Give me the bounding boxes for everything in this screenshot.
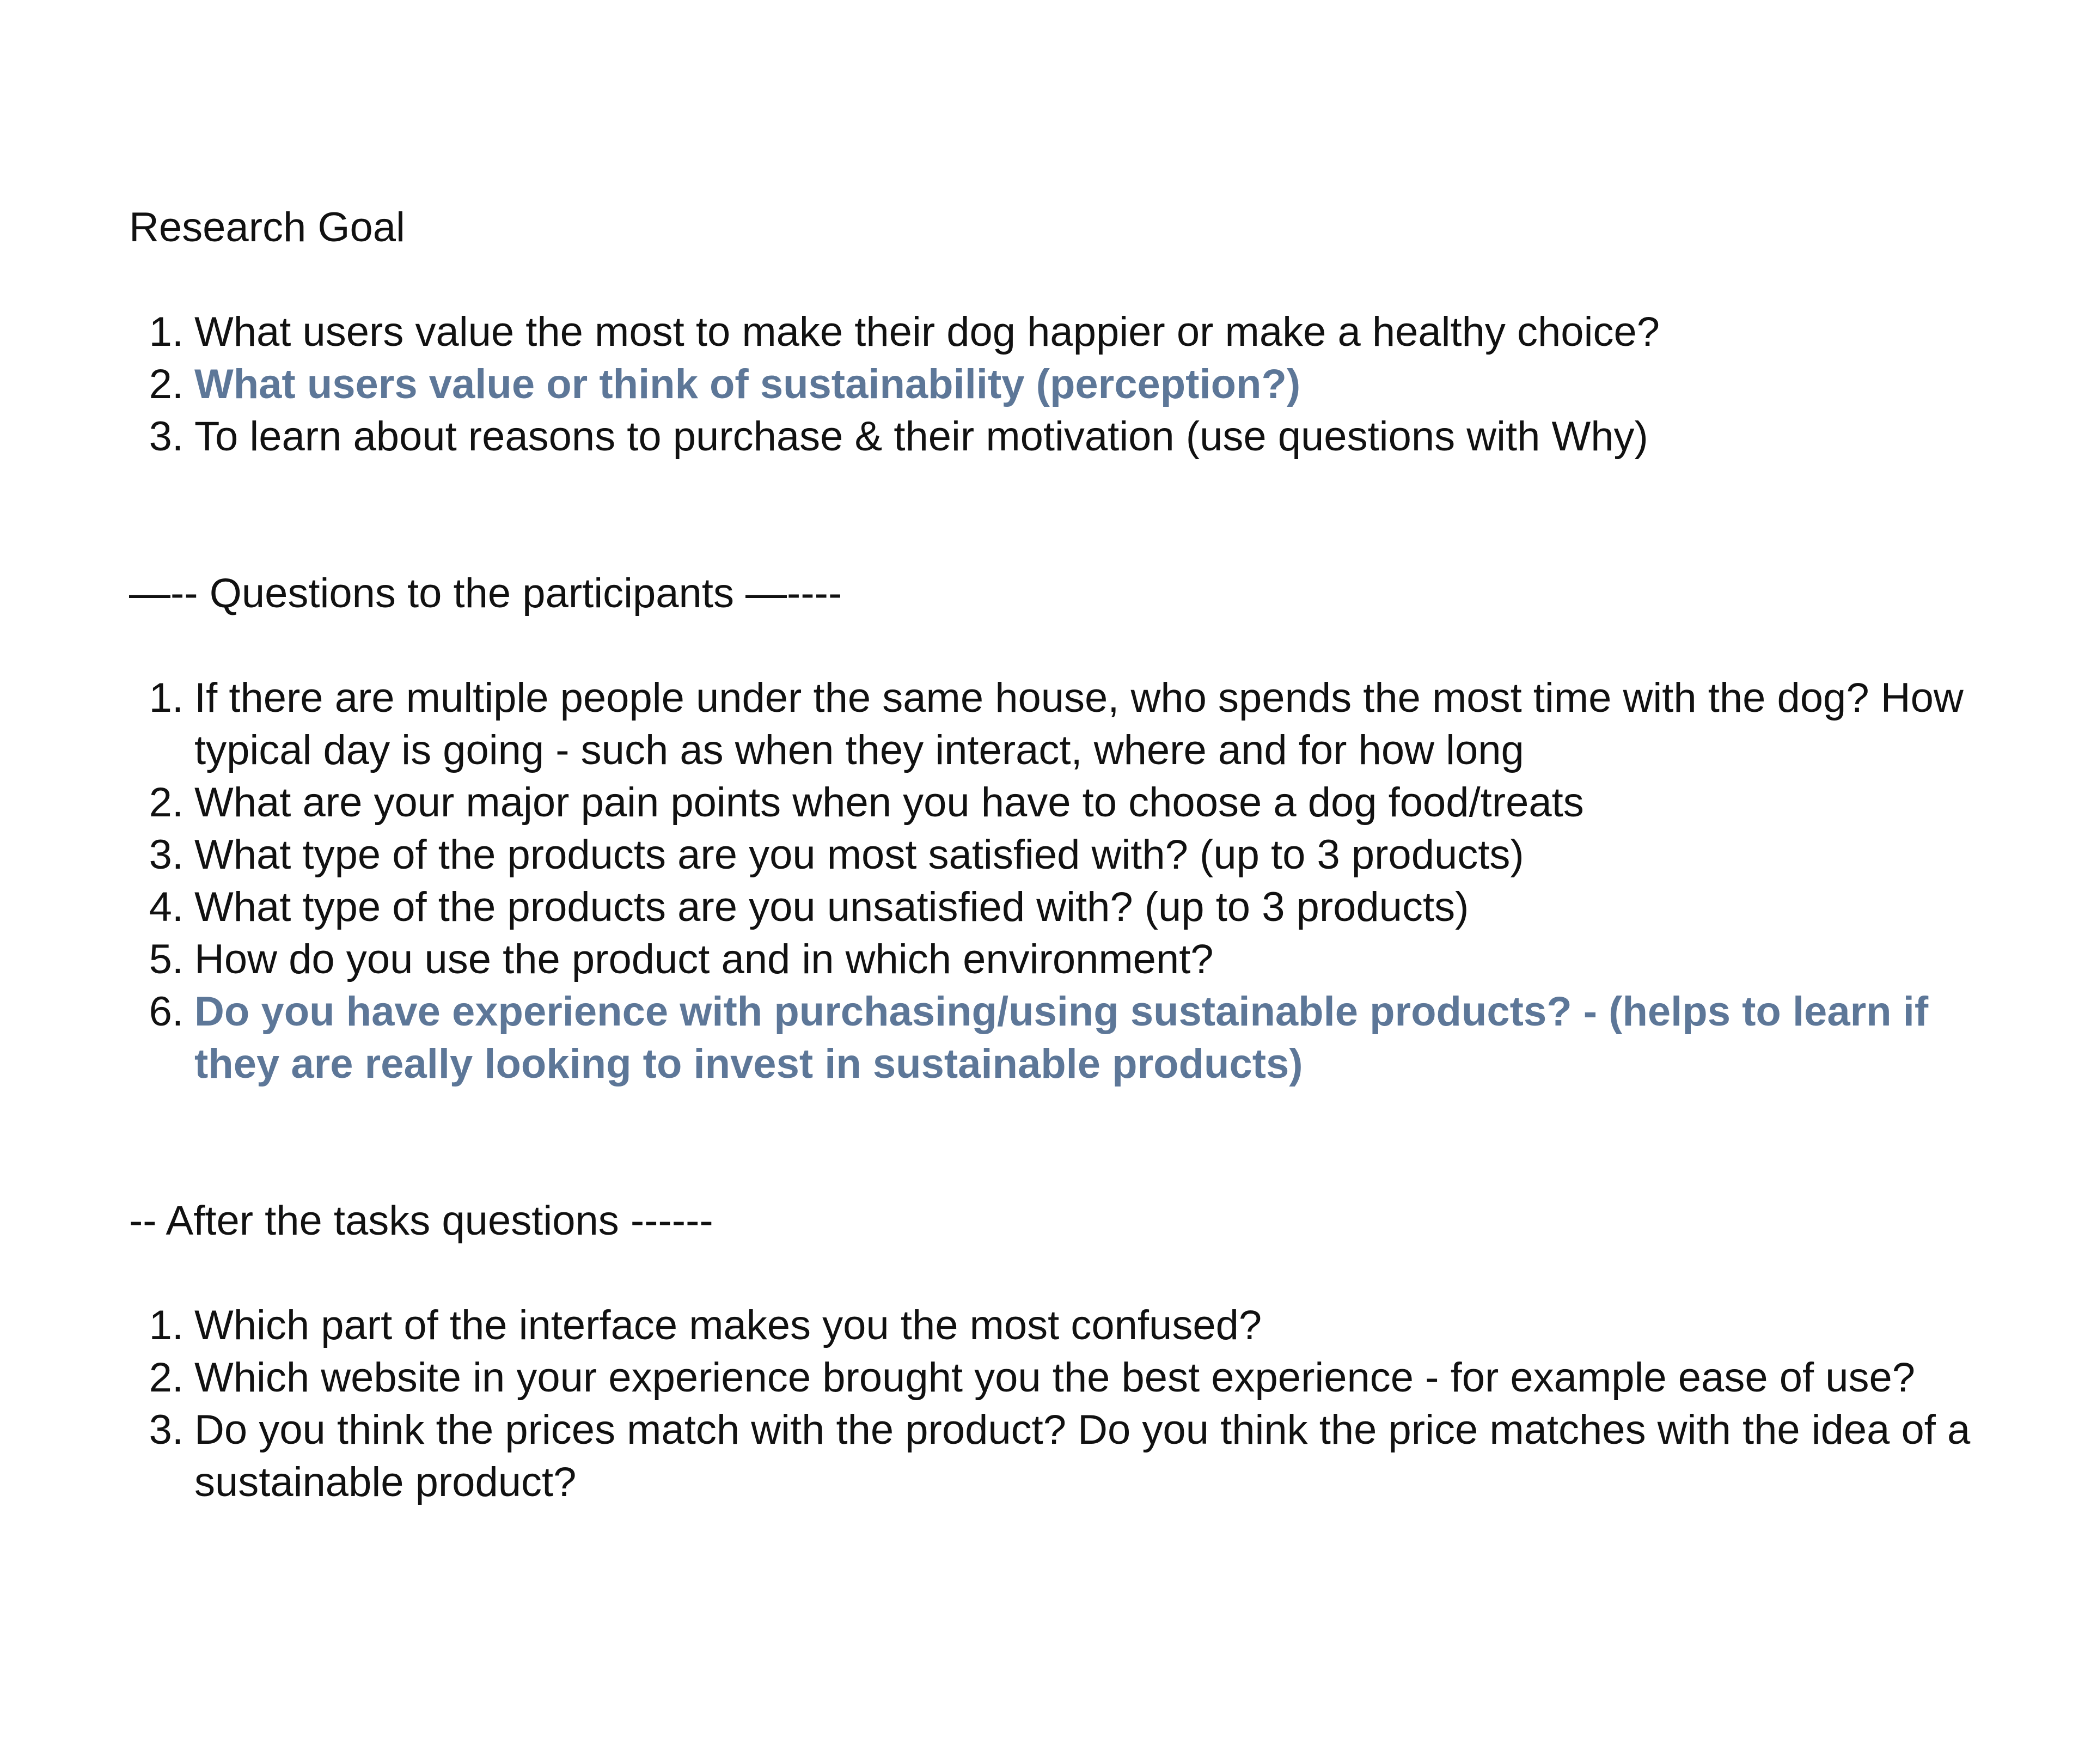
participant-questions-heading: —-- Questions to the participants —---- xyxy=(129,570,842,617)
participant-question-item-5 xyxy=(129,933,2008,986)
research-goal-heading: Research Goal xyxy=(129,204,405,251)
document-body xyxy=(129,202,2008,1509)
list-item-text: How do you use the product and in which environment? xyxy=(194,936,1214,982)
list-item-text: What type of the products are you most satisfied with? (up to 3 products) xyxy=(194,832,1524,878)
list-number: 3. xyxy=(149,832,184,878)
participant-question-item-2 xyxy=(129,777,2008,829)
spacer xyxy=(129,1090,2008,1195)
research-goal-item-3 xyxy=(129,411,2008,463)
list-number: 3. xyxy=(149,413,184,460)
spacer xyxy=(129,463,2008,567)
list-item-text: Which part of the interface makes you the most confused? xyxy=(194,1302,1262,1348)
list-number: 5. xyxy=(149,936,184,982)
spacer xyxy=(129,254,2008,306)
list-number: 2. xyxy=(149,361,184,407)
research-goal-item-2 xyxy=(129,358,2008,411)
participant-question-item-3 xyxy=(129,829,2008,881)
after-tasks-list xyxy=(129,1299,2008,1509)
list-item-text-highlighted: What users value or think of sustainability (perception?) xyxy=(194,361,1301,407)
list-item-text: What type of the products are you unsatisfied with? (up to 3 products) xyxy=(194,884,1469,930)
list-item-text: If there are multiple people under the same house, who spends the most time with the dog? How typical day is going - such as when they interact, where and for how long xyxy=(194,675,1964,773)
list-item-text: What are your major pain points when you have to choose a dog food/treats xyxy=(194,779,1584,826)
list-item-text: Do you think the prices match with the product? Do you think the price matches with the idea of a sustainable product? xyxy=(194,1407,1971,1505)
after-tasks-heading: -- After the tasks questions ------ xyxy=(129,1198,713,1244)
spacer xyxy=(129,1247,2008,1299)
after-tasks-item-2 xyxy=(129,1352,2008,1404)
after-tasks-item-3 xyxy=(129,1404,2008,1509)
participant-question-item-6 xyxy=(129,986,2008,1090)
spacer xyxy=(129,620,2008,672)
list-number: 6. xyxy=(149,988,184,1035)
list-number: 2. xyxy=(149,779,184,826)
list-number: 2. xyxy=(149,1354,184,1401)
list-number: 4. xyxy=(149,884,184,930)
list-item-text-highlighted: Do you have experience with purchasing/using sustainable products? - (helps to learn if they are really looking to invest in sustainable products) xyxy=(194,988,1929,1087)
list-item-text: What users value the most to make their dog happier or make a healthy choice? xyxy=(194,309,1660,355)
list-item-text: Which website in your experience brought you the best experience - for example ease of use? xyxy=(194,1354,1916,1401)
list-item-text: To learn about reasons to purchase & their motivation (use questions with Why) xyxy=(194,413,1648,460)
research-goal-item-1 xyxy=(129,306,2008,358)
participant-question-item-1 xyxy=(129,672,2008,777)
list-number: 3. xyxy=(149,1407,184,1453)
list-number: 1. xyxy=(149,675,184,721)
participant-question-item-4 xyxy=(129,881,2008,933)
research-goal-list xyxy=(129,306,2008,463)
participant-questions-list xyxy=(129,672,2008,1090)
list-number: 1. xyxy=(149,1302,184,1348)
list-number: 1. xyxy=(149,309,184,355)
after-tasks-item-1 xyxy=(129,1299,2008,1352)
